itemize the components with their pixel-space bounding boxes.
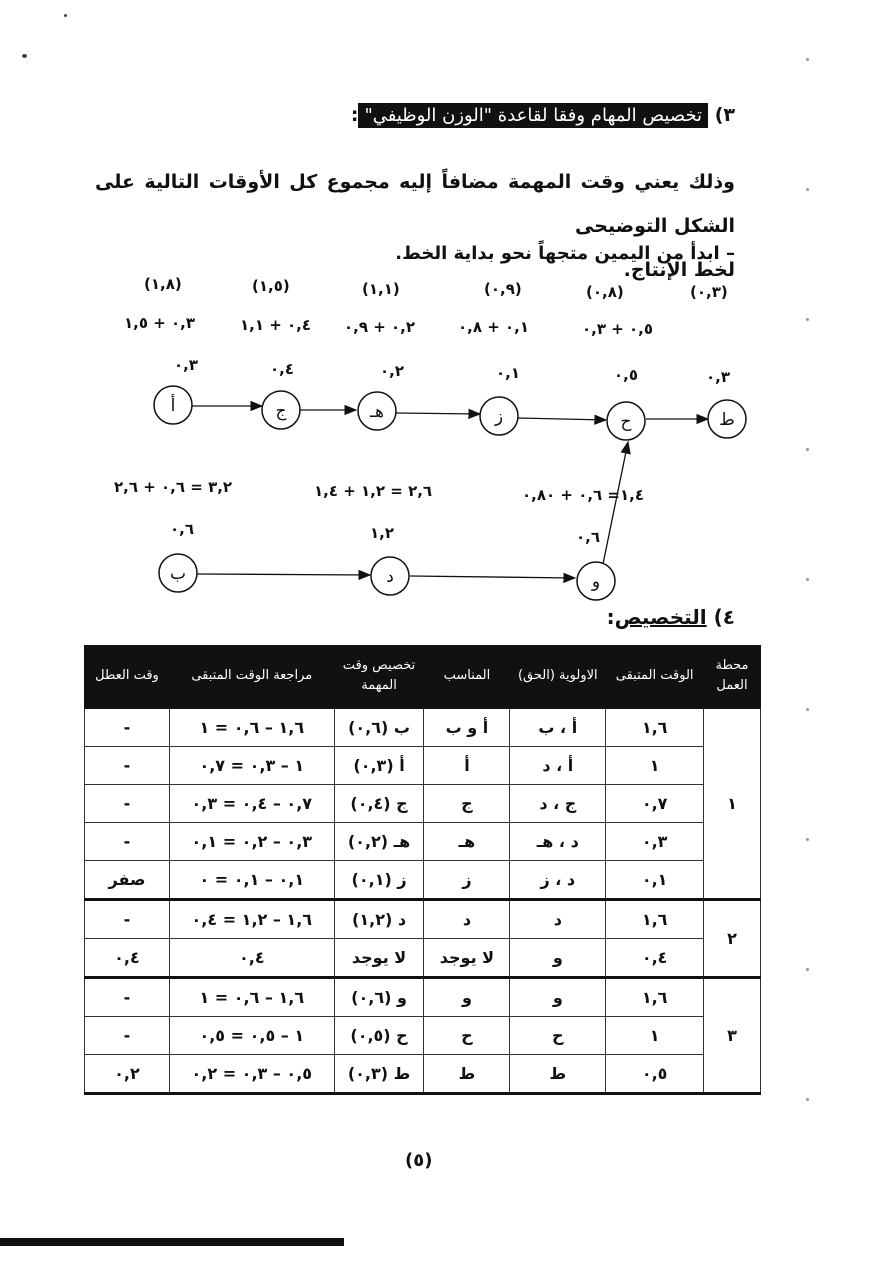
heading-colon: :: [350, 104, 359, 126]
instruction-bullet: – ابدأ من اليمين متجهاً نحو بداية الخط.: [395, 243, 735, 264]
task-time: ٠,١: [496, 364, 521, 382]
task-time: ٠,٦: [576, 528, 601, 546]
table-cell: د (١,٢): [334, 900, 424, 939]
margin-dot: [806, 188, 809, 191]
table-cell: -: [85, 785, 170, 823]
node-letter: ح: [620, 412, 632, 432]
margin-dot: [806, 448, 809, 451]
table-cell: ١,٦: [606, 708, 704, 747]
task-time: ٠,٤: [270, 360, 295, 378]
sum-label: ٣,٢ = ٠,٦ + ٢,٦: [114, 478, 233, 496]
table-cell: ط: [424, 1055, 510, 1094]
task-time: ٠,٢: [380, 362, 405, 380]
sum-label: ٠,٤ + ١,١: [240, 316, 312, 334]
station-cell: ٣: [704, 978, 761, 1094]
weight-label: (١,٥): [252, 277, 290, 295]
allocation-heading: [607, 605, 735, 629]
table-cell: ٠,٣ – ٠,٢ = ٠,١: [169, 823, 334, 861]
table-row: [85, 900, 761, 939]
table-cell: أ: [424, 747, 510, 785]
margin-dot: [806, 838, 809, 841]
table-cell: د ، هـ: [510, 823, 606, 861]
table-cell: ١: [606, 1017, 704, 1055]
allocation-colon: :: [606, 605, 615, 629]
table-row: [85, 939, 761, 978]
table-cell: ٠,٣: [606, 823, 704, 861]
table-cell: و: [424, 978, 510, 1017]
sum-label: ٠,٢ + ٠,٩: [344, 318, 416, 336]
table-body: [85, 708, 761, 1094]
table-cell: ١,٦ – ٠,٦ = ١: [169, 708, 334, 747]
table-cell: ٠,٥ – ٠,٣ = ٠,٢: [169, 1055, 334, 1094]
column-header: المناسب: [424, 646, 510, 708]
weight-label: (٠,٣): [690, 283, 728, 301]
node-letters: [170, 394, 735, 592]
table-row: [85, 708, 761, 747]
table-cell: صفر: [85, 861, 170, 900]
allocation-title: التخصيص: [614, 605, 707, 629]
sum-label: ١,٤= ٠,٦ + ٠,٨٠: [522, 486, 645, 504]
table-header-row: [85, 646, 761, 708]
margin-dot: [806, 968, 809, 971]
table-cell: ١ – ٠,٣ = ٠,٧: [169, 747, 334, 785]
table-cell: -: [85, 708, 170, 747]
arrow-b-to-d: [197, 574, 370, 575]
table-cell: لا يوجد: [334, 939, 424, 978]
table-cell: لا يوجد: [424, 939, 510, 978]
table-cell: ١,٦ – ١,٢ = ٠,٤: [169, 900, 334, 939]
table-cell: ٠,٥: [606, 1055, 704, 1094]
table-cell: د: [424, 900, 510, 939]
node-letter: د: [386, 567, 394, 587]
station-cell: ١: [704, 708, 761, 900]
table-row: [85, 1017, 761, 1055]
sum-label: ٢,٦ = ١,٢ + ١,٤: [314, 482, 433, 500]
node-letter: ب: [169, 564, 187, 584]
station-cell: ٢: [704, 900, 761, 978]
precedence-diagram: [0, 0, 893, 620]
page-number: (٥): [405, 1150, 433, 1171]
margin-dot: [806, 578, 809, 581]
table-cell: -: [85, 823, 170, 861]
table-row: [85, 747, 761, 785]
node-letter: و: [591, 572, 601, 592]
weight-label: (٠,٩): [484, 280, 522, 298]
table-cell: ط: [510, 1055, 606, 1094]
node-letter: هـ: [370, 402, 384, 422]
weight-label: (٠,٨): [586, 283, 624, 301]
table-cell: د: [510, 900, 606, 939]
table-cell: ٠,٧: [606, 785, 704, 823]
sum-label: ٠,٥ + ٠,٣: [582, 320, 654, 338]
task-time: ٠,٣: [706, 368, 731, 386]
column-header: الاولوية (الحق): [510, 646, 606, 708]
table-cell: ز: [424, 861, 510, 900]
arrow-h-to-z: [396, 413, 480, 414]
section-title: تخصيص المهام وفقا لقاعدة "الوزن الوظيفي": [358, 103, 708, 128]
node-letter: ط: [719, 410, 735, 430]
arrow-d-to-w: [410, 576, 575, 578]
paragraph-line: وذلك يعني وقت المهمة مضافاً إليه مجموع كل الأوقات التالية على الشكل التوضيحى: [95, 171, 735, 237]
allocation-number: ٤): [713, 605, 735, 629]
margin-dot: [806, 1098, 809, 1101]
scan-edge-bar: [0, 1238, 344, 1246]
arrow-z-to-ha: [518, 418, 606, 420]
margin-dot: [806, 708, 809, 711]
table-cell: ط (٠,٣): [334, 1055, 424, 1094]
task-time: ٠,٥: [614, 366, 639, 384]
table-row: [85, 823, 761, 861]
table-cell: أ (٠,٣): [334, 747, 424, 785]
column-header: محطة العمل: [704, 646, 761, 708]
table-cell: و: [510, 939, 606, 978]
table-row: [85, 978, 761, 1017]
table-cell: ج: [424, 785, 510, 823]
task-time: ٠,٣: [174, 356, 199, 374]
margin-dot: [806, 58, 809, 61]
node-letter: أ: [170, 396, 176, 416]
table-cell: ج (٠,٤): [334, 785, 424, 823]
task-nodes: [154, 386, 746, 600]
table-cell: ب (٠,٦): [334, 708, 424, 747]
column-header: الوقت المتبقى: [606, 646, 704, 708]
allocation-table: [84, 645, 761, 1095]
task-time: ٠,٦: [170, 520, 195, 538]
table-cell: ٠,١ – ٠,١ = ٠: [169, 861, 334, 900]
paragraph-line: لخط الإنتاج.: [623, 259, 735, 281]
table-cell: و: [510, 978, 606, 1017]
table-row: [85, 861, 761, 900]
column-header: تخصيص وقت المهمة: [334, 646, 424, 708]
table-cell: ١ – ٠,٥ = ٠,٥: [169, 1017, 334, 1055]
section-number: ٣): [714, 104, 735, 126]
table-row: [85, 785, 761, 823]
column-header: مراجعة الوقت المتبقى: [169, 646, 334, 708]
table-cell: هـ (٠,٢): [334, 823, 424, 861]
node-letter: ز: [494, 407, 504, 427]
sum-label: ٠,١ + ٠,٨: [458, 318, 530, 336]
table-row: [85, 1055, 761, 1094]
table-cell: ٠,٧ – ٠,٤ = ٠,٣: [169, 785, 334, 823]
table-cell: ١: [606, 747, 704, 785]
table-cell: ١,٦: [606, 900, 704, 939]
table-cell: ١,٦ – ٠,٦ = ١: [169, 978, 334, 1017]
table-cell: ح: [424, 1017, 510, 1055]
table-cell: أ ، ب: [510, 708, 606, 747]
table-cell: و (٠,٦): [334, 978, 424, 1017]
column-header: وقت العطل: [85, 646, 170, 708]
table-cell: ٠,١: [606, 861, 704, 900]
table-cell: ٠,٤: [85, 939, 170, 978]
table-cell: ح (٠,٥): [334, 1017, 424, 1055]
table-cell: ٠,٢: [85, 1055, 170, 1094]
table-cell: -: [85, 900, 170, 939]
table-cell: ٠,٤: [169, 939, 334, 978]
table-cell: -: [85, 747, 170, 785]
table-cell: -: [85, 978, 170, 1017]
table-cell: -: [85, 1017, 170, 1055]
table-cell: هـ: [424, 823, 510, 861]
table-cell: د ، ز: [510, 861, 606, 900]
table-cell: ج ، د: [510, 785, 606, 823]
diagram-arrows: [0, 0, 893, 620]
weight-label: (١,٨): [144, 275, 182, 293]
node-letter: ج: [275, 401, 287, 421]
table-cell: أ ، د: [510, 747, 606, 785]
sum-label: ٠,٣ + ١,٥: [124, 314, 196, 332]
table-cell: ١,٦: [606, 978, 704, 1017]
table-cell: ز (٠,١): [334, 861, 424, 900]
margin-dot: [806, 318, 809, 321]
table-cell: ٠,٤: [606, 939, 704, 978]
weight-label: (١,١): [362, 280, 400, 298]
task-time: ١,٢: [370, 524, 395, 542]
table-cell: ح: [510, 1017, 606, 1055]
table-cell: أ و ب: [424, 708, 510, 747]
